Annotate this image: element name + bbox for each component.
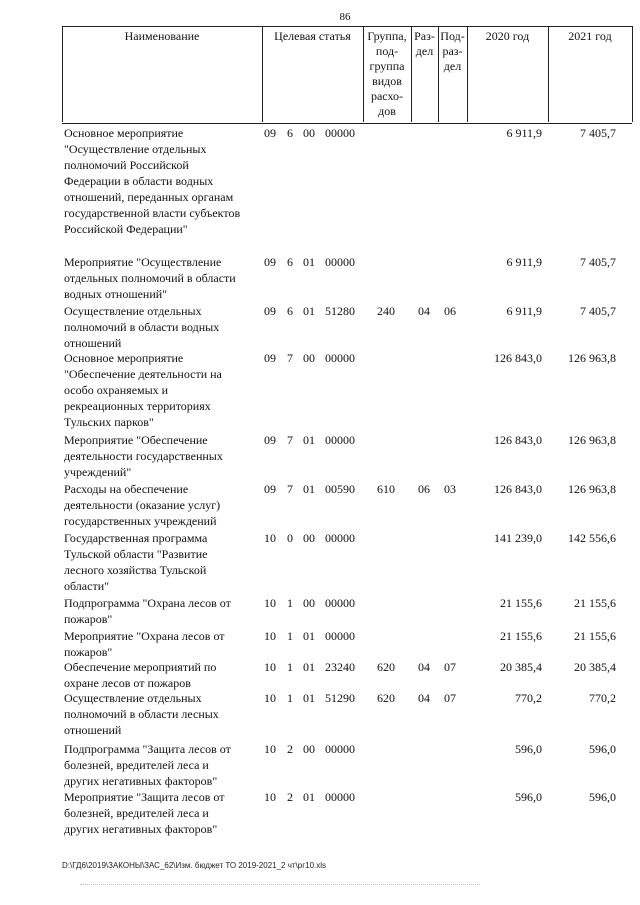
row-name-line: Основное мероприятие	[64, 351, 184, 365]
row-name-line: Обеспечение мероприятий по	[64, 660, 217, 674]
row-name-line: Федерации в области водных	[64, 174, 214, 188]
row-name-line: пожаров"	[64, 612, 113, 626]
cell-c3: 00	[303, 531, 315, 545]
header-subsection	[438, 29, 467, 74]
cell-c3: 01	[303, 255, 315, 269]
cell-v2020: 21 155,6	[500, 629, 542, 643]
cell-sub: 06	[444, 304, 456, 318]
cell-v2020: 596,0	[515, 790, 542, 804]
cell-c4: 23240	[325, 660, 355, 674]
cell-sec: 04	[418, 660, 430, 674]
row-name-line: государственной власти субъектов	[64, 206, 241, 220]
header-section	[411, 29, 438, 59]
cell-v2021: 126 963,8	[568, 482, 616, 496]
cell-c1: 10	[264, 790, 276, 804]
header-line: Наименование	[124, 29, 200, 43]
cell-c1: 10	[264, 531, 276, 545]
row-name-line: Подпрограмма "Защита лесов от	[64, 742, 231, 756]
header-line: расхо-	[370, 89, 404, 103]
header-line: раз-	[442, 44, 463, 58]
cell-v2020: 141 239,0	[494, 531, 542, 545]
cell-c4: 51290	[325, 691, 355, 705]
row-name	[64, 254, 264, 302]
row-name-line: Тульских парков"	[64, 415, 154, 429]
row-name-line: Российской Федерации"	[64, 222, 188, 236]
cell-c3: 01	[303, 691, 315, 705]
row-name	[64, 350, 264, 430]
row-name-line: Мероприятие "Обеспечение	[64, 433, 208, 447]
cell-c1: 09	[264, 433, 276, 447]
row-name-line: Расходы на обеспечение	[64, 482, 189, 496]
row-name	[64, 659, 264, 691]
row-name-line: Мероприятие "Защита лесов от	[64, 790, 225, 804]
cell-c4: 00000	[325, 531, 355, 545]
row-name-line: "Осуществление отдельных	[64, 142, 207, 156]
cell-c4: 00000	[325, 433, 355, 447]
header-line: Целевая статья	[274, 29, 351, 43]
cell-c2: 1	[287, 660, 293, 674]
row-name	[64, 481, 264, 529]
page-number: 86	[339, 11, 351, 23]
cell-c2: 1	[287, 691, 293, 705]
row-name-line: полномочий Российской	[64, 158, 189, 172]
cell-c2: 2	[287, 790, 293, 804]
row-name-line: особо охраняемых и	[64, 383, 169, 397]
cell-v2021: 596,0	[589, 790, 616, 804]
row-name-line: деятельности государственных	[64, 449, 223, 463]
row-name-line: болезней, вредителей леса и	[64, 758, 209, 772]
cell-grp: 620	[377, 660, 395, 674]
cell-c4: 00000	[325, 126, 355, 140]
cell-c1: 09	[264, 126, 276, 140]
cell-c1: 10	[264, 596, 276, 610]
cell-c3: 01	[303, 629, 315, 643]
cell-c4: 00590	[325, 482, 355, 496]
row-name-line: Тульской области "Развитие	[64, 547, 208, 561]
row-name-line: Мероприятие "Осуществление	[64, 255, 222, 269]
cell-c1: 09	[264, 304, 276, 318]
cell-c2: 1	[287, 629, 293, 643]
header-name	[62, 29, 262, 44]
header-line: 2021 год	[568, 29, 612, 43]
cell-c1: 10	[264, 691, 276, 705]
row-name-line: полномочий в области лесных	[64, 707, 219, 721]
cell-c1: 09	[264, 351, 276, 365]
cell-c4: 00000	[325, 629, 355, 643]
header-line: Под-	[440, 29, 465, 43]
header-line: Группа,	[367, 29, 407, 43]
cell-c3: 01	[303, 660, 315, 674]
header-year-2020	[467, 29, 548, 44]
cell-v2021: 21 155,6	[574, 629, 616, 643]
cell-c3: 00	[303, 596, 315, 610]
header-expense-group	[363, 29, 411, 119]
cell-v2021: 142 556,6	[568, 531, 616, 545]
cell-v2021: 7 405,7	[580, 255, 616, 269]
cell-c3: 00	[303, 351, 315, 365]
row-name	[64, 628, 264, 660]
row-name-line: водных отношений"	[64, 287, 168, 301]
row-name	[64, 125, 264, 237]
row-name-line: отношений	[64, 336, 122, 350]
cell-c3: 00	[303, 126, 315, 140]
cell-v2020: 21 155,6	[500, 596, 542, 610]
cell-v2021: 770,2	[589, 691, 616, 705]
row-name-line: охране лесов от пожаров	[64, 676, 191, 690]
scan-artifact-line	[80, 884, 480, 885]
cell-sec: 04	[418, 691, 430, 705]
cell-c2: 6	[287, 255, 293, 269]
header-line: дов	[378, 104, 396, 118]
cell-v2020: 126 843,0	[494, 482, 542, 496]
cell-c2: 1	[287, 596, 293, 610]
row-name	[64, 690, 264, 738]
cell-c1: 09	[264, 255, 276, 269]
cell-grp: 620	[377, 691, 395, 705]
row-name	[64, 741, 264, 789]
row-name	[64, 595, 264, 627]
cell-c4: 00000	[325, 255, 355, 269]
cell-grp: 610	[377, 482, 395, 496]
cell-c4: 00000	[325, 742, 355, 756]
cell-v2021: 20 385,4	[574, 660, 616, 674]
cell-c4: 51280	[325, 304, 355, 318]
header-line: дел	[415, 44, 434, 58]
cell-sec: 06	[418, 482, 430, 496]
cell-v2021: 126 963,8	[568, 351, 616, 365]
header-line: 2020 год	[485, 29, 530, 43]
cell-c2: 7	[287, 351, 293, 365]
cell-v2020: 770,2	[515, 691, 542, 705]
header-target-article	[262, 29, 363, 44]
row-name-line: лесного хозяйства Тульской	[64, 563, 207, 577]
cell-c2: 6	[287, 126, 293, 140]
row-name-line: отдельных полномочий в области	[64, 271, 236, 285]
header-year-2021	[548, 29, 632, 44]
cell-c1: 10	[264, 742, 276, 756]
row-name-line: других негативных факторов"	[64, 774, 218, 788]
cell-v2020: 6 911,9	[506, 126, 542, 140]
cell-c2: 6	[287, 304, 293, 318]
cell-v2021: 7 405,7	[580, 126, 616, 140]
cell-c4: 00000	[325, 790, 355, 804]
cell-c4: 00000	[325, 351, 355, 365]
row-name-line: учреждений"	[64, 465, 132, 479]
row-name	[64, 432, 264, 480]
row-name	[64, 530, 264, 594]
cell-v2020: 20 385,4	[500, 660, 542, 674]
cell-v2020: 126 843,0	[494, 433, 542, 447]
header-line: Раз-	[414, 29, 435, 43]
cell-v2020: 596,0	[515, 742, 542, 756]
row-name-line: пожаров"	[64, 645, 113, 659]
cell-v2020: 126 843,0	[494, 351, 542, 365]
row-name-line: Подпрограмма "Охрана лесов от	[64, 596, 231, 610]
cell-v2021: 126 963,8	[568, 433, 616, 447]
header-line: дел	[443, 59, 462, 73]
row-name-line: "Обеспечение деятельности на	[64, 367, 222, 381]
row-name-line: Осуществление отдельных	[64, 691, 202, 705]
cell-sub: 07	[444, 660, 456, 674]
cell-v2021: 596,0	[589, 742, 616, 756]
cell-v2020: 6 911,9	[506, 255, 542, 269]
row-name-line: болезней, вредителей леса и	[64, 806, 209, 820]
cell-grp: 240	[377, 304, 395, 318]
row-name-line: других негативных факторов"	[64, 822, 218, 836]
row-name-line: Государственная программа	[64, 531, 208, 545]
header-line: группа	[369, 59, 405, 73]
row-name-line: отношений, переданных органам	[64, 190, 234, 204]
cell-c2: 7	[287, 433, 293, 447]
cell-v2020: 6 911,9	[506, 304, 542, 318]
cell-c3: 00	[303, 742, 315, 756]
cell-sub: 07	[444, 691, 456, 705]
cell-c1: 10	[264, 629, 276, 643]
row-name-line: полномочий в области водных	[64, 320, 220, 334]
header-line: видов	[372, 74, 402, 88]
row-name-line: Основное мероприятие	[64, 126, 184, 140]
cell-c3: 01	[303, 304, 315, 318]
cell-v2021: 7 405,7	[580, 304, 616, 318]
column-divider	[632, 26, 633, 122]
cell-c2: 7	[287, 482, 293, 496]
row-name-line: Осуществление отдельных	[64, 304, 202, 318]
cell-c3: 01	[303, 482, 315, 496]
cell-c3: 01	[303, 433, 315, 447]
cell-sec: 04	[418, 304, 430, 318]
row-name-line: деятельности (оказание услуг)	[64, 498, 221, 512]
row-name-line: государственных учреждений	[64, 514, 217, 528]
row-name-line: области"	[64, 579, 110, 593]
header-line: под-	[375, 44, 399, 58]
cell-c1: 10	[264, 660, 276, 674]
row-name-line: рекреационных территориях	[64, 399, 211, 413]
file-path-footer: D:\ГД6\2019\ЗАКОНЫ\ЗАС_62\Изм. бюджет ТО 2019-2021_2 чт\рг10.xls	[62, 861, 327, 870]
row-name-line: Мероприятие "Охрана лесов от	[64, 629, 225, 643]
row-name-line: отношений	[64, 723, 122, 737]
cell-c4: 00000	[325, 596, 355, 610]
row-name	[64, 303, 264, 351]
cell-c2: 2	[287, 742, 293, 756]
cell-v2021: 21 155,6	[574, 596, 616, 610]
row-name	[64, 789, 264, 837]
cell-sub: 03	[444, 482, 456, 496]
cell-c1: 09	[264, 482, 276, 496]
cell-c2: 0	[287, 531, 293, 545]
cell-c3: 01	[303, 790, 315, 804]
